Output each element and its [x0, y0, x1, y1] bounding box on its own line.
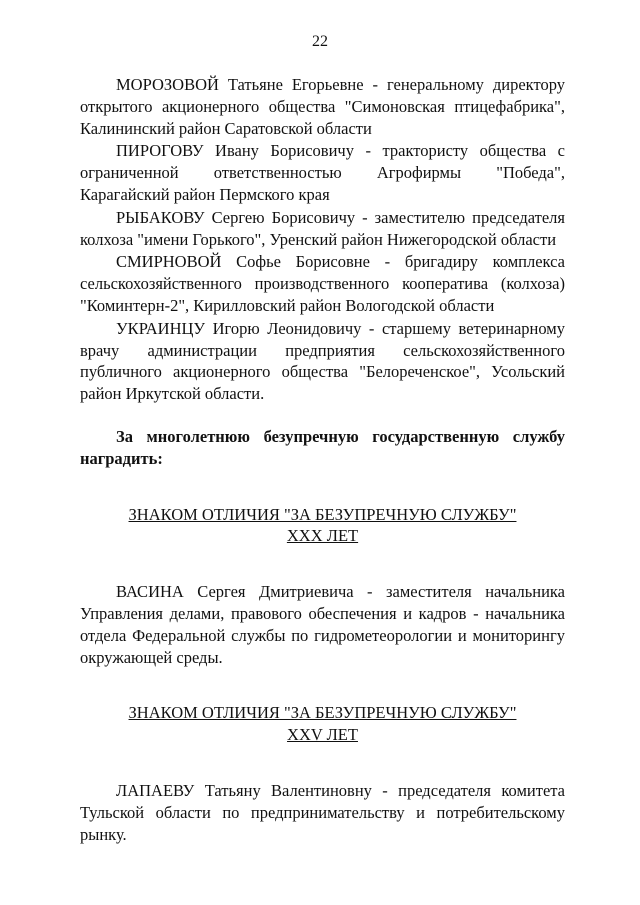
award-entry: МОРОЗОВОЙ Татьяне Егорьевне - генеральному директору открытого акционерного общества "Симоновская птицефабрика", Калининский район Саратовской области [80, 75, 565, 138]
award-entry: ЛАПАЕВУ Татьяну Валентиновну - председателя комитета Тульской области по предпринимательству и потребительскому рынку. [80, 780, 565, 844]
award-entry: ПИРОГОВУ Ивану Борисовичу - трактористу общества с ограниченной ответственностью Агрофирмы "Победа", Карагайский район Пермского края [80, 141, 565, 204]
document-body [80, 74, 565, 845]
award-years: XXV ЛЕТ [287, 725, 358, 745]
award-entry: РЫБАКОВУ Сергею Борисовичу - заместителю председателя колхоза "имени Горького", Уренский район Нижегородской области [80, 207, 565, 249]
award-years: XXX ЛЕТ [286, 526, 359, 546]
award-entry: УКРАИНЦУ Игорю Леонидовичу - старшему ветеринарному врачу администрации предприятия сельскохозяйственного публичного акционерного общества "Белореченское", Усольский район Иркутской области. [80, 318, 565, 404]
award-title: ЗНАКОМ ОТЛИЧИЯ "ЗА БЕЗУПРЕЧНУЮ СЛУЖБУ" [128, 703, 517, 723]
award-entry: ВАСИНА Сергея Дмитриевича - заместителя начальника Управления делами, правового обеспечения и кадров - начальника отдела Федеральной службы по гидрометеорологии и мониторингу окружающей среды. [80, 582, 565, 667]
award-title: ЗНАКОМ ОТЛИЧИЯ "ЗА БЕЗУПРЕЧНУЮ СЛУЖБУ" [128, 504, 517, 524]
award-heading-30 [80, 504, 565, 548]
award-entry: СМИРНОВОЙ Софье Борисовне - бригадиру комплекса сельскохозяйственного производственного кооператива (колхоза) "Коминтерн-2", Кирилловский район Вологодской области [80, 252, 565, 315]
decree-statement: За многолетнюю безупречную государственную службу наградить: [80, 426, 565, 468]
page-number: 22 [312, 33, 328, 50]
award-heading-25 [80, 702, 565, 746]
